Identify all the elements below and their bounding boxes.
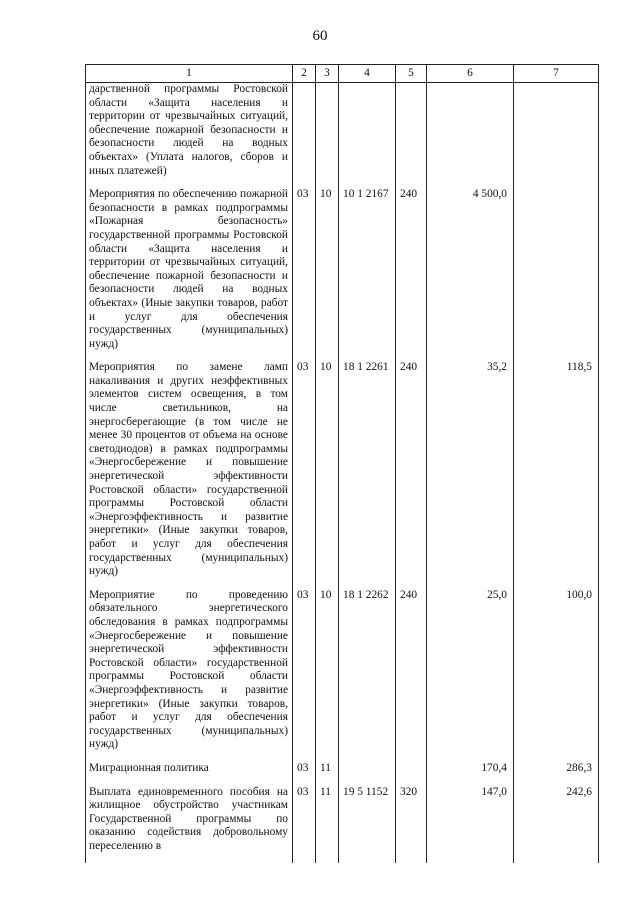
header-col-2: 2 bbox=[293, 65, 316, 83]
row-subsection: 11 bbox=[316, 786, 339, 864]
row-section: 03 bbox=[293, 589, 316, 762]
row-section: 03 bbox=[293, 786, 316, 864]
row-amount-col6: 4 500,0 bbox=[427, 188, 514, 361]
table-row bbox=[86, 188, 599, 361]
row-amount-col7: 286,3 bbox=[514, 762, 599, 786]
row-amount-col7 bbox=[514, 83, 599, 189]
row-amount-col6: 25,0 bbox=[427, 589, 514, 762]
row-name: Мероприятие по проведению обязательного энергетического обследования в рамках подпрограммы «Энергосбережение и повышение энергетической эффективности Ростовской области» государственной программы Ростовской области «Энергоэффективность и развитие энергетики» (Иные закупки товаров, работ и услуг для обеспечения государственных (муниципальных) нужд) bbox=[86, 589, 293, 762]
table-row bbox=[86, 83, 599, 189]
page-number: 60 bbox=[312, 28, 328, 44]
row-amount-col7: 118,5 bbox=[514, 361, 599, 589]
table-row bbox=[86, 589, 599, 762]
row-subsection: 10 bbox=[316, 361, 339, 589]
row-expense-type: 240 bbox=[396, 188, 427, 361]
row-amount-col7 bbox=[514, 188, 599, 361]
row-subsection: 11 bbox=[316, 762, 339, 786]
row-amount-col6: 147,0 bbox=[427, 786, 514, 864]
row-target-article: 10 1 2167 bbox=[339, 188, 396, 361]
row-expense-type: 320 bbox=[396, 786, 427, 864]
row-amount-col6 bbox=[427, 83, 514, 189]
header-col-7: 7 bbox=[514, 65, 599, 83]
row-expense-type: 240 bbox=[396, 361, 427, 589]
row-section: 03 bbox=[293, 762, 316, 786]
row-expense-type: 240 bbox=[396, 589, 427, 762]
budget-table bbox=[85, 64, 599, 863]
row-name: Выплата единовременного пособия на жилищное обустройство участникам Государственной программы по оказанию содействия добровольному переселению в bbox=[86, 786, 293, 864]
header-col-1: 1 bbox=[86, 65, 293, 83]
row-subsection: 10 bbox=[316, 188, 339, 361]
row-name: Мероприятия по обеспечению пожарной безопасности в рамках подпрограммы «Пожарная безопасность» государственной программы Ростовской области «Защита населения и территории от чрезвычайных ситуаций, обеспечение пожарной безопасности и безопасности людей на водных объектах» (Иные закупки товаров, работ и услуг для обеспечения государственных (муниципальных) нужд) bbox=[86, 188, 293, 361]
row-target-article: 18 1 2262 bbox=[339, 589, 396, 762]
header-col-4: 4 bbox=[339, 65, 396, 83]
row-section: 03 bbox=[293, 188, 316, 361]
table-row bbox=[86, 786, 599, 864]
header-row bbox=[86, 65, 599, 83]
row-subsection bbox=[316, 83, 339, 189]
table-row bbox=[86, 762, 599, 786]
row-amount-col7: 242,6 bbox=[514, 786, 599, 864]
table-row bbox=[86, 361, 599, 589]
row-target-article: 18 1 2261 bbox=[339, 361, 396, 589]
header-col-6: 6 bbox=[427, 65, 514, 83]
header-col-5: 5 bbox=[396, 65, 427, 83]
row-name: Миграционная политика bbox=[86, 762, 293, 786]
row-subsection: 10 bbox=[316, 589, 339, 762]
row-section bbox=[293, 83, 316, 189]
row-target-article: 19 5 1152 bbox=[339, 786, 396, 864]
row-amount-col7: 100,0 bbox=[514, 589, 599, 762]
row-amount-col6: 35,2 bbox=[427, 361, 514, 589]
row-target-article bbox=[339, 83, 396, 189]
row-expense-type bbox=[396, 83, 427, 189]
row-name: Мероприятия по замене ламп накаливания и других неэффективных элементов систем освещения, в том числе светильников, на энергосберегающие (в том числе не менее 30 процентов от объема на основе светодиодов) в рамках подпрограммы «Энергосбережение и повышение энергетической эффективности Ростовской области» государственной программы Ростовской области «Энергоэффективность и развитие энергетики» (Иные закупки товаров, работ и услуг для обеспечения государственных (муниципальных) нужд) bbox=[86, 361, 293, 589]
header-col-3: 3 bbox=[316, 65, 339, 83]
row-section: 03 bbox=[293, 361, 316, 589]
row-target-article bbox=[339, 762, 396, 786]
row-amount-col6: 170,4 bbox=[427, 762, 514, 786]
row-name: дарственной программы Ростовской области «Защита населения и территории от чрезвычайных ситуаций, обеспечение пожарной безопасности и безопасности людей на водных объектах» (Уплата налогов, сборов и иных платежей) bbox=[86, 83, 293, 189]
row-expense-type bbox=[396, 762, 427, 786]
